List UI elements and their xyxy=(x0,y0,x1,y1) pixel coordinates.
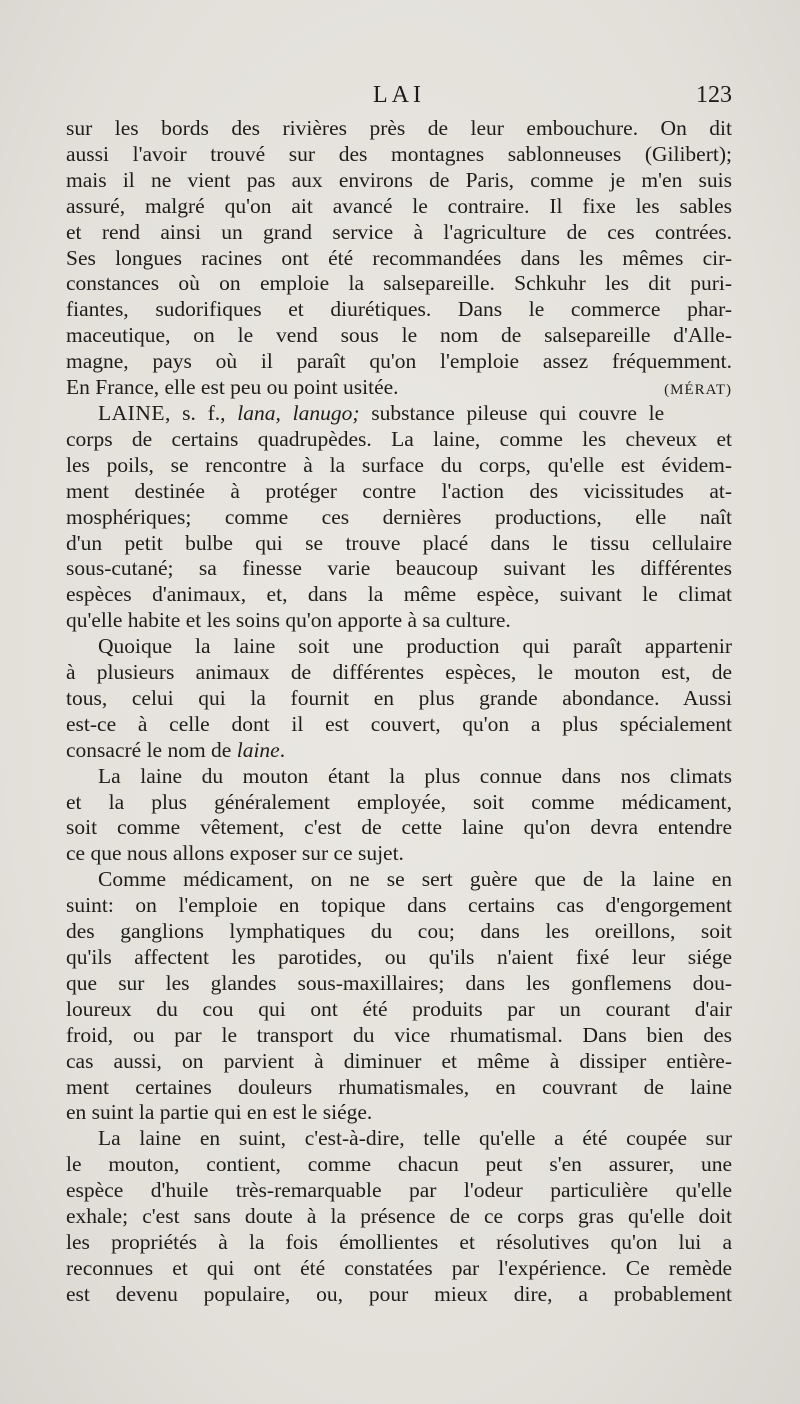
text-line: reconnues et qui ont été constatées par l'expérience. Ce remède xyxy=(66,1255,732,1280)
text-line: ce que nous allons exposer sur ce sujet. xyxy=(66,841,404,866)
text-line: constances où on emploie la salsepareille. Schkuhr les dit puri- xyxy=(66,271,732,296)
author-signature: (MÉRAT) xyxy=(664,382,732,399)
text-line: espèces d'animaux, et, dans la même espèce, suivant le climat xyxy=(66,582,732,607)
text-line: qu'ils affectent les parotides, ou qu'ils n'aient fixé leur siége xyxy=(66,945,732,969)
entry-first-line xyxy=(66,401,732,427)
text-line: mais il ne vient pas aux environs de Paris, comme je m'en suis xyxy=(66,167,732,192)
page-number: 123 xyxy=(696,82,732,108)
text-line xyxy=(66,738,732,764)
text-line: le mouton, contient, comme chacun peut s'en assurer, une xyxy=(66,1152,732,1177)
text-line: espèce d'huile très-remarquable par l'odeur particulière qu'elle xyxy=(66,1178,732,1203)
text-line: que sur les glandes sous-maxillaires; dans les gonflemens dou- xyxy=(66,970,732,995)
paragraph-4 xyxy=(66,764,732,868)
text-line: Ses longues racines ont été recommandées dans les mêmes cir- xyxy=(66,245,732,270)
text-line: assuré, malgré qu'on ait avancé le contraire. Il fixe les sables xyxy=(66,193,732,218)
text-line: exhale; c'est sans doute à la présence de ce corps gras qu'elle doit xyxy=(66,1204,732,1229)
text-line: ment certaines douleurs rhumatismales, en couvrant de laine xyxy=(66,1074,732,1099)
text-line: et la plus généralement employée, soit comme médicament, xyxy=(66,789,732,814)
text-line: est-ce à celle dont il est couvert, qu'on a plus spécialement xyxy=(66,711,732,736)
text-line: les propriétés à la fois émollientes et résolutives qu'on lui a xyxy=(66,1229,732,1254)
paragraph-3 xyxy=(66,634,732,764)
text-line: en suint la partie qui en est le siége. xyxy=(66,1100,373,1125)
text-line: corps de certains quadrupèdes. La laine, comme les cheveux et xyxy=(66,426,732,451)
text-line: mosphériques; comme ces dernières productions, elle naît xyxy=(66,504,732,529)
text-line: La laine du mouton étant la plus connue dans nos climats xyxy=(98,763,732,788)
paragraph-2 xyxy=(66,401,732,634)
paragraph-1 xyxy=(66,116,732,401)
text-line: ment destinée à protéger contre l'action des vicissitudes at- xyxy=(66,478,732,503)
text-line: soit comme vêtement, c'est de cette laine qu'on devra entendre xyxy=(66,815,732,840)
text-line: loureux du cou qui ont été produits par un courant d'air xyxy=(66,996,732,1021)
text-line: froid, ou par le transport du vice rhumatismal. Dans bien des xyxy=(66,1022,732,1047)
running-head: LAI xyxy=(373,82,425,108)
text-line: sous-cutané; sa finesse varie beaucoup suivant les différentes xyxy=(66,556,732,581)
text-line: à plusieurs animaux de différentes espèces, le mouton est, de xyxy=(66,660,732,685)
paragraph-5 xyxy=(66,867,732,1126)
text-fragment: . xyxy=(279,737,286,762)
text-line: d'un petit bulbe qui se trouve placé dans le tissu cellulaire xyxy=(66,530,732,555)
text-line: et rend ainsi un grand service à l'agriculture de ces contrées. xyxy=(66,219,732,244)
text-line: suint: on l'emploie en topique dans certains cas d'engorgement xyxy=(66,893,732,918)
text-line-with-signature xyxy=(66,375,732,401)
text-line: est devenu populaire, ou, pour mieux dire, a probablement xyxy=(66,1281,732,1306)
text-line: des ganglions lymphatiques du cou; dans les oreillons, soit xyxy=(66,919,732,944)
italic-term: laine xyxy=(236,737,280,762)
text-line: les poils, se rencontre à la surface du corps, qu'elle est évidem- xyxy=(66,452,732,477)
page-header xyxy=(66,82,732,112)
text-line: tous, celui qui la fournit en plus grande abondance. Aussi xyxy=(66,685,732,710)
text-fragment: consacré le nom de xyxy=(66,737,237,762)
text-line: La laine en suint, c'est-à-dire, telle qu'elle a été coupée sur xyxy=(98,1126,732,1151)
entry-grammar: , s. f., xyxy=(164,400,238,425)
text-line: magne, pays où il paraît qu'on l'emploie assez fréquemment. xyxy=(66,349,732,374)
paragraph-6 xyxy=(66,1126,732,1307)
text-line: maceutique, on le vend sous le nom de salsepareille d'Alle- xyxy=(66,323,732,348)
text-line: sur les bords des rivières près de leur embouchure. On dit xyxy=(66,116,732,140)
entry-term: LAINE xyxy=(98,400,165,425)
text-line: aussi l'avoir trouvé sur des montagnes sablonneuses (Gilibert); xyxy=(66,141,732,166)
text-fragment: substance pileuse qui couvre le xyxy=(359,400,665,425)
text-line: En France, elle est peu ou point usitée. xyxy=(66,375,399,400)
text-line: qu'elle habite et les soins qu'on apporte à sa culture. xyxy=(66,608,511,633)
body-text xyxy=(66,116,732,1308)
text-line: Comme médicament, on ne se sert guère que de la laine en xyxy=(98,867,732,892)
text-line: fiantes, sudorifiques et diurétiques. Dans le commerce phar- xyxy=(66,297,732,322)
entry-latin: lana, lanugo; xyxy=(237,400,360,425)
text-line: cas aussi, on parvient à diminuer et même à dissiper entière- xyxy=(66,1048,732,1073)
text-line: Quoique la laine soit une production qui paraît appartenir xyxy=(98,634,732,659)
